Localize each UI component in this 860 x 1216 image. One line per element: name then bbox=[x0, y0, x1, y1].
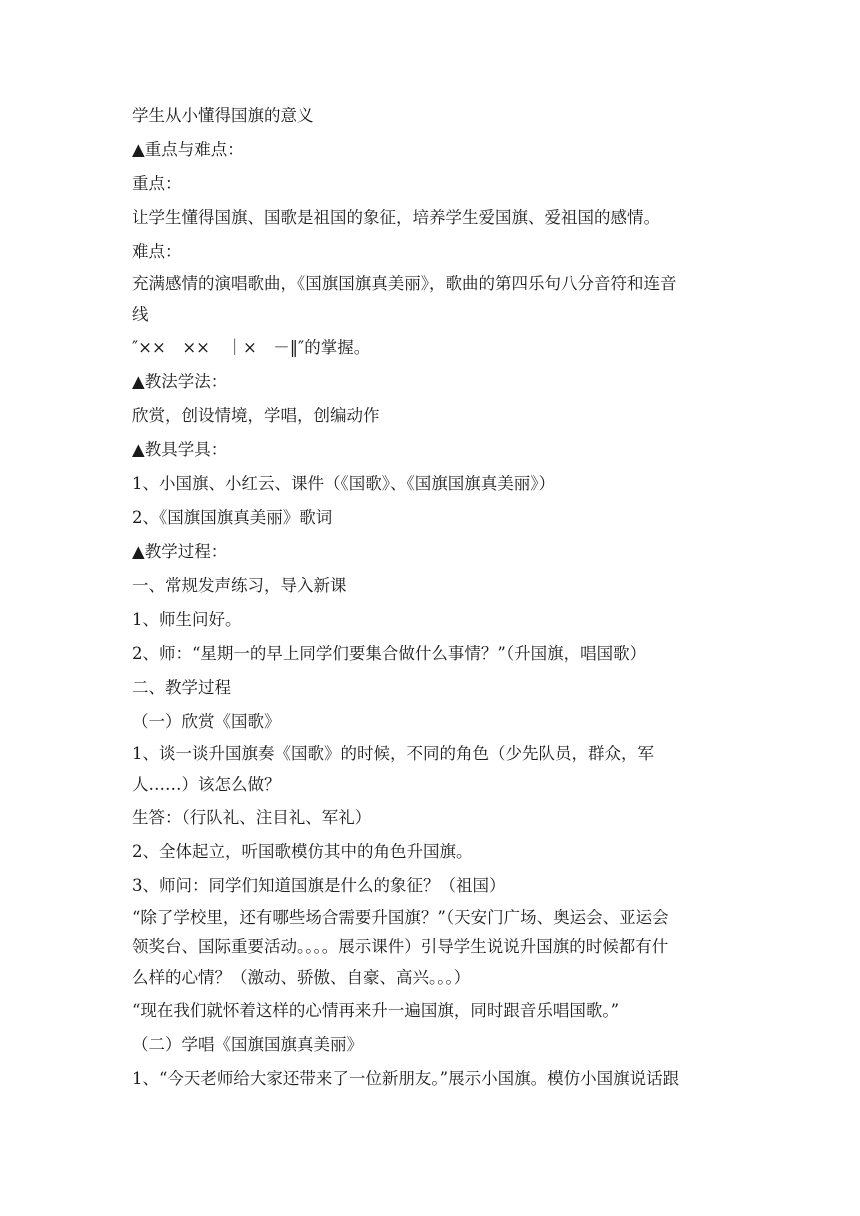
section-heading: ▲重点与难点： bbox=[132, 140, 244, 159]
text-line: 3、师问：同学们知道国旗是什么的象征？（祖国） bbox=[132, 876, 506, 895]
text-line: 1、“今天老师给大家还带来了一位新朋友。”展示小国旗。模仿小国旗说话跟 bbox=[132, 1069, 680, 1088]
text-line: 么样的心情？（激动、骄傲、自豪、高兴。。。） bbox=[132, 968, 471, 987]
text-line: 学生从小懂得国旗的意义 bbox=[132, 106, 314, 125]
text-line: 1、谈一谈升国旗奏《国歌》的时候，不同的角色（少先队员，群众，军 bbox=[132, 744, 654, 763]
text-line: 重点： bbox=[132, 174, 182, 193]
text-line: 1、小国旗、小红云、课件（《国歌》、《国旗国旗真美丽》） bbox=[132, 474, 555, 493]
section-heading: ▲教具学具： bbox=[132, 440, 228, 459]
text-line: “除了学校里，还有哪些场合需要升国旗？”（天安门广场、奥运会、亚运会 bbox=[132, 908, 669, 927]
text-line: 欣赏，创设情境，学唱，创编动作 bbox=[132, 406, 380, 425]
section-heading: ▲教法学法： bbox=[132, 372, 228, 391]
text-line: 2、师：“星期一的早上同学们要集合做什么事情？”（升国旗，唱国歌） bbox=[132, 644, 647, 663]
text-line: 二、教学过程 bbox=[132, 678, 231, 697]
text-line: 1、师生问好。 bbox=[132, 610, 242, 629]
text-line: 2、《国旗国旗真美丽》歌词 bbox=[132, 508, 333, 527]
text-line: 人……）该怎么做？ bbox=[132, 775, 281, 794]
section-heading: ▲教学过程： bbox=[132, 542, 228, 561]
text-line: 2、全体起立，听国歌模仿其中的角色升国旗。 bbox=[132, 842, 473, 861]
text-line: （一）欣赏《国歌》 bbox=[132, 712, 281, 731]
text-line: 线 bbox=[132, 305, 149, 324]
text-line: 难点： bbox=[132, 242, 182, 261]
text-line: 生答：（行队礼、注目礼、军礼） bbox=[132, 808, 372, 827]
text-line: 充满感情的演唱歌曲，《国旗国旗真美丽》，歌曲的第四乐句八分音符和连音 bbox=[132, 274, 677, 293]
text-line: 让学生懂得国旗、国歌是祖国的象征，培养学生爱国旗、爱祖国的感情。 bbox=[132, 208, 660, 227]
text-line: “现在我们就怀着这样的心情再来升一遍国旗，同时跟音乐唱国歌。” bbox=[132, 1001, 620, 1020]
document-body bbox=[132, 99, 732, 1096]
text-line: 领奖台、国际重要活动。。。。展示课件）引导学生说说升国旗的时候都有什 bbox=[132, 937, 669, 956]
text-line: 一、常规发声练习，导入新课 bbox=[132, 576, 347, 595]
rhythm-notation-line: ″×× ×× ｜× －‖″的掌握。 bbox=[132, 338, 371, 357]
text-line: （二）学唱《国旗国旗真美丽》 bbox=[132, 1035, 363, 1054]
